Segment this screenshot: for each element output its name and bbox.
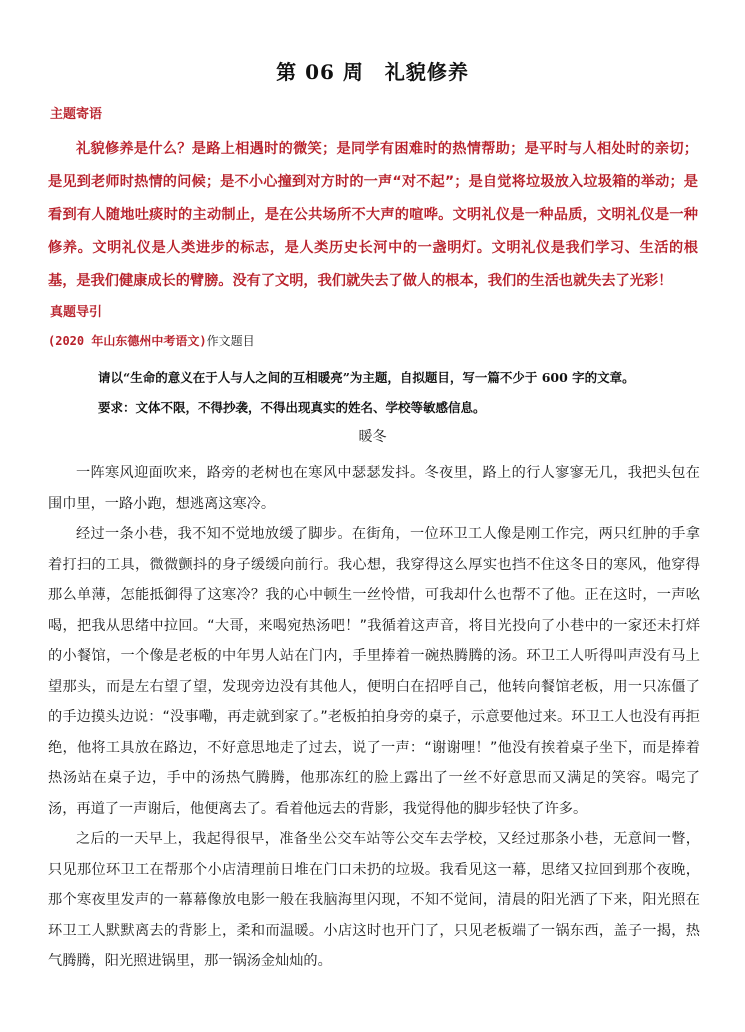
essay-body	[48, 458, 700, 977]
section-heading-theme: 主题寄语	[50, 107, 103, 122]
exam-source-label: (2020 年山东德州中考语文)	[48, 334, 207, 348]
exam-source-suffix: 作文题目	[206, 334, 255, 348]
intro-paragraph: 礼貌修养是什么？是路上相遇时的微笑；是同学有困难时的热情帮助；是平时与人相处时的亲切；是见到老师时热情的问候；是不小心撞到对方时的一声“对不起”；是自觉将垃圾放入垃圾箱的举动；是看到有人随地吐痰时的主动制止，是在公共场所不大声的喧哗。文明礼仪是一种品质，文明礼仪是一种修养。文明礼仪是人类进步的标志，是人类历史长河中的一盏明灯。文明礼仪是我们学习、生活的根基，是我们健康成长的臂膀。没有了文明，我们就失去了做人的根本，我们的生活也就失去了光彩！	[48, 141, 698, 289]
prompt-line-2: 要求：文体不限，不得抄袭，不得出现真实的姓名、学校等敏感信息。	[98, 400, 486, 415]
prompt-line-1: 请以“生命的意义在于人与人之间的互相暖亮”为主题，自拟题目，写一篇不少于 600 字的文章。	[98, 370, 635, 385]
exam-source	[48, 332, 255, 349]
essay-paragraph: 之后的一天早上，我起得很早，准备坐公交车站等公交车去学校，又经过那条小巷，无意间一瞥，只见那位环卫工在帮那个小店清理前日堆在门口未扔的垃圾。我看见这一幕，思绪又拉回到那个夜晚，那个寒夜里发声的一幕幕像放电影一般在我脑海里闪现，不知不觉间，清晨的阳光洒了下来，阳光照在环卫工人默默离去的背影上，柔和而温暖。小店这时也开门了，只见老板端了一锅东西，盖子一揭，热气腾腾，阳光照进锅里，那一锅汤金灿灿的。	[48, 831, 700, 969]
section-heading-exam: 真题导引	[50, 305, 103, 320]
essay-title: 暖冬	[358, 429, 387, 445]
essay-paragraph: 经过一条小巷，我不知不觉地放缓了脚步。在街角，一位环卫工人像是刚工作完，两只红肿的手拿着打扫的工具，微微颤抖的身子缓缓向前行。我心想，我穿得这么厚实也挡不住这冬日的寒风，他穿得那么单薄，怎能抵御得了这寒冷？我的心中顿生一丝怜惜，可我却什么也帮不了他。正在这时，一声吆喝，把我从思绪中拉回。“大哥，来喝宛热汤吧！”我循着这声音，将目光投向了小巷中的一家还未打烊的小餐馆，一个像是老板的中年男人站在门内，手里捧着一碗热腾腾的汤。环卫工人听得叫声没有马上望那头，而是左右望了望，发现旁边没有其他人，便明白在招呼自己，他转向餐馆老板，用一只冻僵了的手边摸头边说：“没事嘞，再走就到家了。”老板拍拍身旁的桌子，示意要他过来。环卫工人也没有再拒绝，他将工具放在路边，不好意思地走了过去，说了一声：“谢谢哩！”他没有挨着桌子坐下，而是捧着热汤站在桌子边，手中的汤热气腾腾，他那冻红的脸上露出了一丝不好意思而又满足的笑容。喝完了汤，再道了一声谢后，他便离去了。看着他远去的背影，我觉得他的脚步轻快了许多。	[48, 526, 700, 817]
essay-paragraph: 一阵寒风迎面吹来，路旁的老树也在寒风中瑟瑟发抖。冬夜里，路上的行人寥寥无几，我把头包在围巾里，一路小跑，想逃离这寒冷。	[48, 465, 700, 512]
document-title: 第 06 周 礼貌修养	[276, 60, 469, 84]
